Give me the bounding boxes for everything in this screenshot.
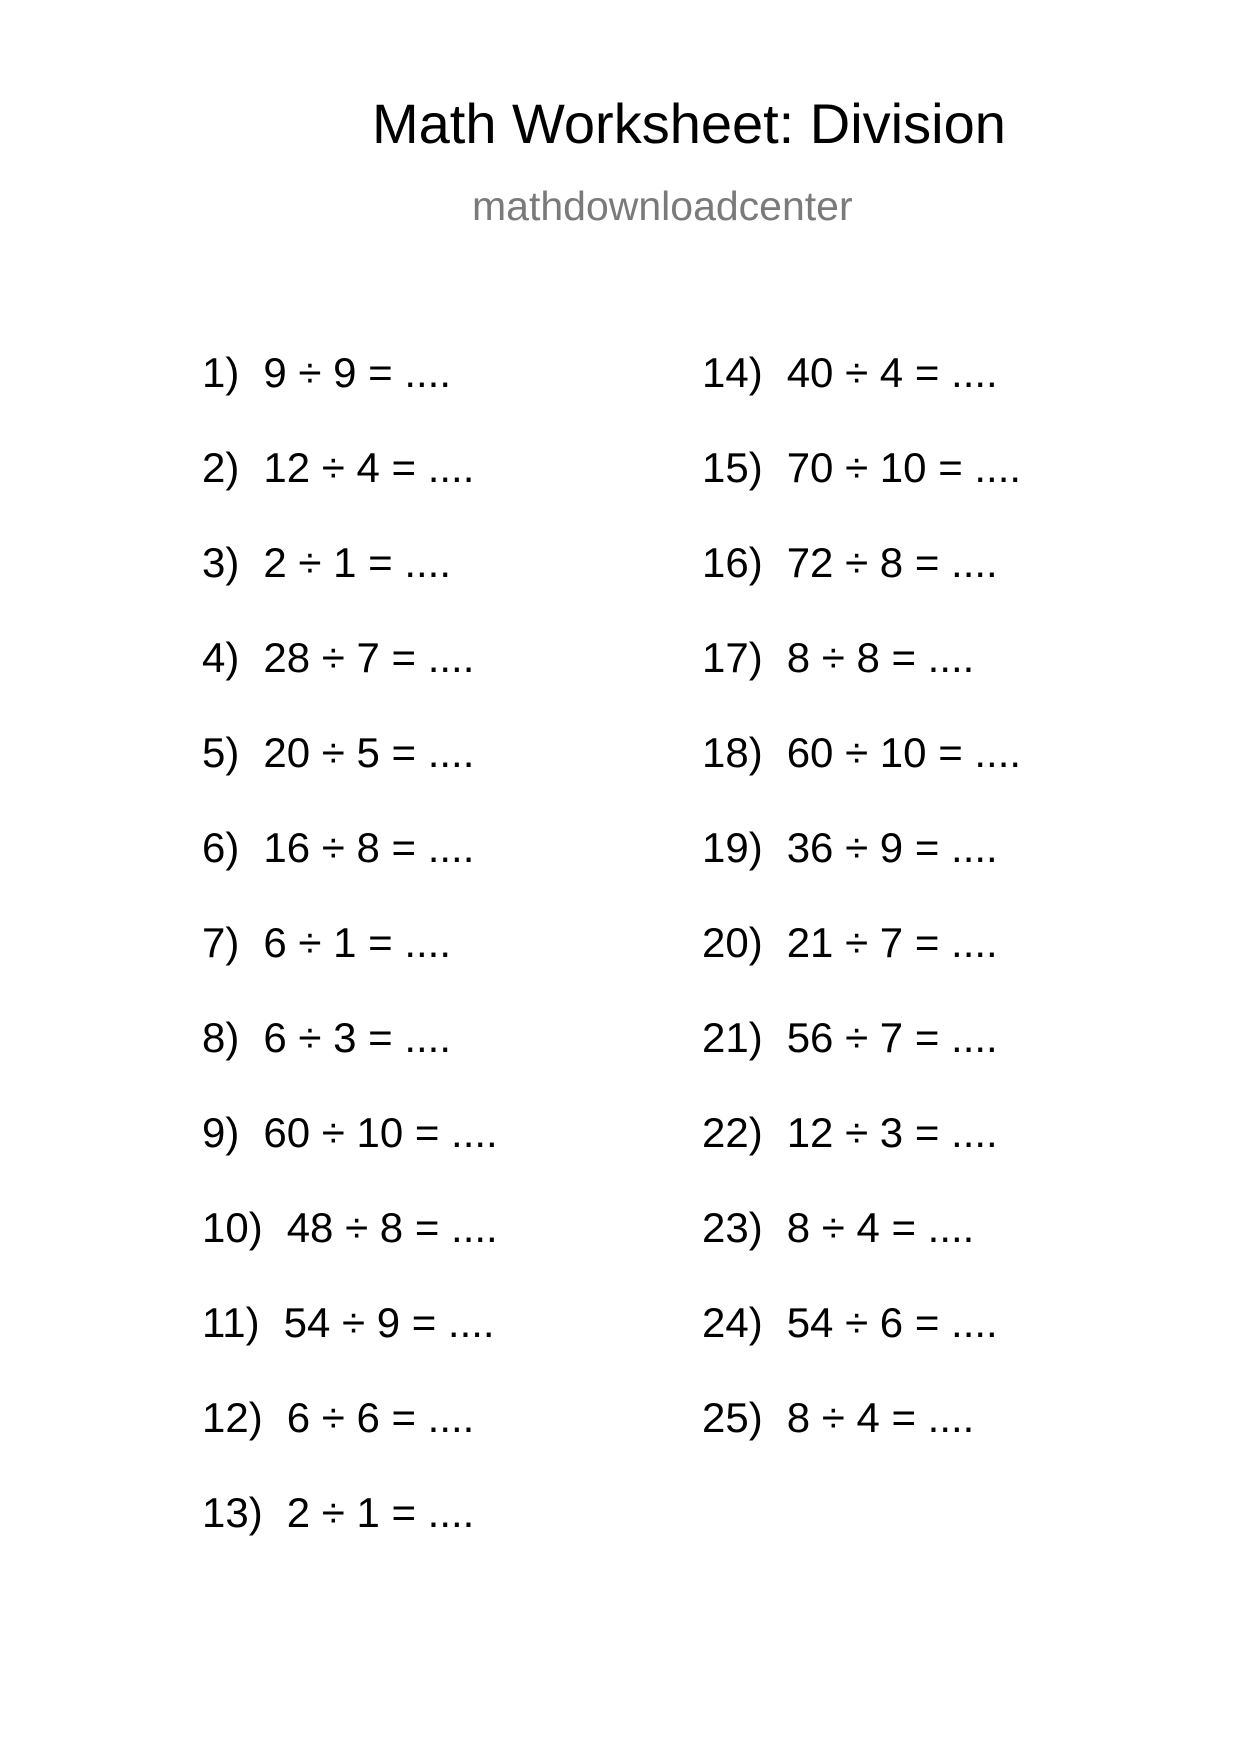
problem-expression: 9 ÷ 9 = ....	[263, 349, 452, 396]
problems-column-right	[702, 349, 1022, 1492]
problem-number: 21)	[702, 1014, 763, 1061]
problem-24	[702, 1299, 1021, 1397]
problem-2	[202, 444, 498, 542]
problem-number: 10)	[202, 1204, 263, 1251]
problem-number: 24)	[702, 1299, 763, 1346]
problem-number: 13)	[202, 1489, 263, 1536]
problem-8	[202, 1014, 498, 1112]
problem-expression: 21 ÷ 7 = ....	[786, 919, 998, 966]
problem-17	[702, 634, 1021, 732]
problem-6	[202, 824, 498, 922]
problem-expression: 2 ÷ 1 = ....	[286, 1489, 475, 1536]
problem-expression: 70 ÷ 10 = ....	[786, 444, 1022, 491]
problem-number: 20)	[702, 919, 763, 966]
problem-1	[202, 349, 498, 447]
problem-11	[202, 1299, 498, 1397]
worksheet-subtitle: mathdownloadcenter	[472, 183, 853, 229]
problem-expression: 60 ÷ 10 = ....	[786, 729, 1022, 776]
problem-16	[702, 539, 1021, 637]
problem-expression: 48 ÷ 8 = ....	[286, 1204, 498, 1251]
problem-expression: 54 ÷ 6 = ....	[786, 1299, 998, 1346]
problem-4	[202, 634, 498, 732]
problem-number: 19)	[702, 824, 763, 871]
problem-number: 15)	[702, 444, 763, 491]
problem-number: 11)	[202, 1299, 260, 1346]
problem-expression: 72 ÷ 8 = ....	[786, 539, 998, 586]
problem-number: 4)	[202, 634, 240, 681]
problem-expression: 12 ÷ 4 = ....	[263, 444, 475, 491]
problem-number: 12)	[202, 1394, 263, 1441]
problem-number: 6)	[202, 824, 240, 871]
problem-expression: 2 ÷ 1 = ....	[263, 539, 452, 586]
problem-expression: 36 ÷ 9 = ....	[786, 824, 998, 871]
problem-expression: 8 ÷ 8 = ....	[786, 634, 975, 681]
problem-number: 16)	[702, 539, 763, 586]
problem-19	[702, 824, 1021, 922]
problem-number: 18)	[702, 729, 763, 776]
problem-number: 1)	[202, 349, 240, 396]
problem-number: 25)	[702, 1394, 763, 1441]
problem-number: 3)	[202, 539, 240, 586]
problem-expression: 16 ÷ 8 = ....	[263, 824, 475, 871]
problem-25	[702, 1394, 1021, 1492]
problem-12	[202, 1394, 498, 1492]
problem-number: 5)	[202, 729, 240, 776]
problem-13	[202, 1489, 498, 1587]
problem-expression: 56 ÷ 7 = ....	[786, 1014, 998, 1061]
problem-5	[202, 729, 498, 827]
problem-15	[702, 444, 1022, 542]
problem-expression: 8 ÷ 4 = ....	[786, 1204, 975, 1251]
problem-number: 23)	[702, 1204, 763, 1251]
problem-expression: 54 ÷ 9 = ....	[283, 1299, 495, 1346]
problem-22	[702, 1109, 1021, 1207]
problem-18	[702, 729, 1022, 827]
problem-expression: 6 ÷ 3 = ....	[263, 1014, 452, 1061]
problem-expression: 20 ÷ 5 = ....	[263, 729, 475, 776]
problem-number: 2)	[202, 444, 240, 491]
problem-20	[702, 919, 1021, 1017]
problem-21	[702, 1014, 1021, 1112]
problem-expression: 40 ÷ 4 = ....	[786, 349, 998, 396]
problem-expression: 28 ÷ 7 = ....	[263, 634, 475, 681]
problem-number: 7)	[202, 919, 240, 966]
problem-7	[202, 919, 498, 1017]
problem-number: 9)	[202, 1109, 240, 1156]
problem-expression: 6 ÷ 6 = ....	[286, 1394, 475, 1441]
problem-3	[202, 539, 498, 637]
problem-number: 22)	[702, 1109, 763, 1156]
worksheet-title: Math Worksheet: Division	[372, 92, 1006, 155]
problem-number: 17)	[702, 634, 763, 681]
problems-column-left	[202, 349, 498, 1587]
problem-expression: 12 ÷ 3 = ....	[786, 1109, 998, 1156]
problem-expression: 60 ÷ 10 = ....	[263, 1109, 498, 1156]
problem-number: 14)	[702, 349, 763, 396]
problem-9	[202, 1109, 498, 1207]
problem-expression: 8 ÷ 4 = ....	[786, 1394, 975, 1441]
problem-expression: 6 ÷ 1 = ....	[263, 919, 452, 966]
problem-23	[702, 1204, 1021, 1302]
problem-number: 8)	[202, 1014, 240, 1061]
problem-10	[202, 1204, 498, 1302]
problem-14	[702, 349, 1021, 447]
